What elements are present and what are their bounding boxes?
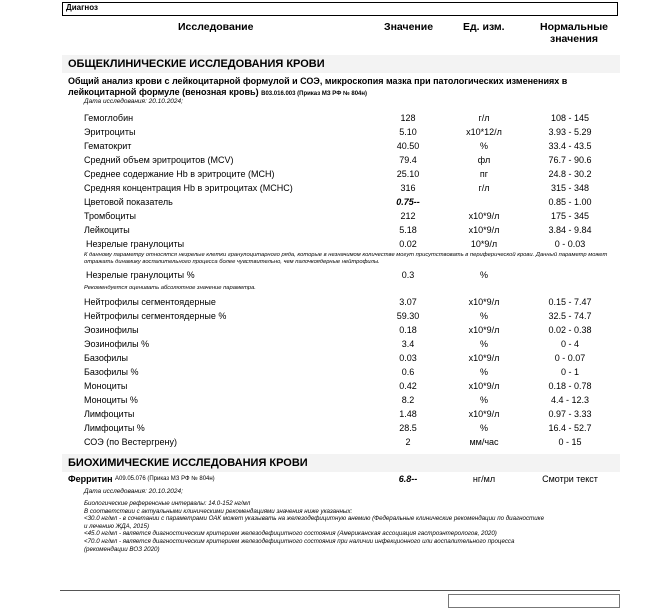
row-name: Нейтрофилы сегментоядерные bbox=[84, 297, 216, 307]
row-value: 3.4 bbox=[401, 339, 415, 349]
row-value: 0.42 bbox=[399, 381, 417, 391]
row-value: 40.50 bbox=[396, 141, 420, 151]
row-norm: 0.85 - 1.00 bbox=[548, 197, 592, 207]
row-name: СОЭ (по Вестергрену) bbox=[84, 437, 177, 447]
row-value: 0.03 bbox=[399, 353, 417, 363]
row-norm: 175 - 345 bbox=[550, 211, 590, 221]
row-unit: x10*12/л bbox=[466, 127, 502, 137]
row-name: Гемоглобин bbox=[84, 113, 134, 123]
row-norm: 108 - 145 bbox=[550, 113, 590, 123]
row-norm: 24.8 - 30.2 bbox=[548, 169, 592, 179]
diagnosis-box bbox=[62, 2, 618, 16]
ferritin-note-line: <70.0 нг/мл - является диагностическим критерием железодефицитного состояния при наличии инфекционного или воспалительного процесса bbox=[84, 537, 515, 545]
table-row bbox=[62, 436, 620, 450]
row-norm: 0.15 - 7.47 bbox=[548, 297, 592, 307]
row-unit: x10*9/л bbox=[468, 409, 500, 419]
row-norm: 4.4 - 12.3 bbox=[550, 395, 590, 405]
row-unit: пг bbox=[479, 169, 489, 179]
row-unit: % bbox=[479, 141, 488, 151]
cbc-test-name: Общий анализ крови с лейкоцитарной формулой и СОЭ, микроскопия мазка при патологических изменениях в лейкоцитарной формуле (венозная кровь) bbox=[68, 76, 568, 97]
row-value: 0.75-- bbox=[396, 197, 420, 207]
row-name: Лейкоциты bbox=[84, 225, 130, 235]
table-row bbox=[62, 196, 620, 210]
row-unit: % bbox=[479, 423, 488, 433]
row-value: 5.18 bbox=[399, 225, 417, 235]
col-header-norm: Нормальные значения bbox=[539, 21, 608, 45]
row-norm: 0 - 0.03 bbox=[554, 239, 586, 249]
row-name: Базофилы bbox=[84, 353, 128, 363]
ferritin-name: Ферритин bbox=[68, 474, 113, 484]
row-norm: 33.4 - 43.5 bbox=[548, 141, 592, 151]
row-name: Лимфоциты % bbox=[84, 423, 145, 433]
row-value: 0.02 bbox=[399, 239, 417, 249]
row-norm: 315 - 348 bbox=[550, 183, 590, 193]
table-row bbox=[62, 182, 620, 196]
cbc-test-title bbox=[68, 76, 618, 100]
row-unit: 10*9/л bbox=[470, 239, 498, 249]
note-granulocytes: К данному параметру относятся незрелые клетки гранулоцитарного ряда, которые в незначимом количестве могут присутствовать в периферической крови. Данный параметр может отражать динамику воспалительного процесса более чувствительно, чем палочкоядерные нейтрофилы. bbox=[84, 252, 608, 265]
table-row bbox=[62, 310, 620, 324]
row-unit: % bbox=[479, 311, 488, 321]
ferritin-note-line: и лечению ЖДА, 2015) bbox=[84, 522, 150, 530]
row-unit: x10*9/л bbox=[468, 325, 500, 335]
table-row-ferritin bbox=[62, 473, 620, 487]
row-value: 25.10 bbox=[396, 169, 420, 179]
ferritin-unit: нг/мл bbox=[472, 474, 496, 484]
row-value: 2 bbox=[405, 437, 411, 447]
section-title-bio: БИОХИМИЧЕСКИЕ ИССЛЕДОВАНИЯ КРОВИ bbox=[68, 457, 308, 469]
table-row bbox=[62, 338, 620, 352]
ferritin-note-line: <30.0 нг/мл - в сочетании с параметрами ОАК может указывать на железодефицитную анемию (Федеральные клинические рекомендации по диагностике bbox=[84, 515, 545, 523]
bio-date: Дата исследования: 20.10.2024; bbox=[84, 488, 183, 495]
note-absolute: Рекомендуется оценивать абсолютное значение параметра. bbox=[84, 285, 256, 291]
table-row bbox=[62, 210, 620, 224]
table-row bbox=[62, 112, 620, 126]
row-value: 0.18 bbox=[399, 325, 417, 335]
row-unit: % bbox=[479, 339, 488, 349]
row-name: Средняя концентрация Hb в эритроцитах (MCHC) bbox=[84, 183, 293, 193]
row-name: Незрелые гранулоциты % bbox=[86, 270, 195, 280]
ferritin-note-line: <45.0 нг/мл - является диагностическим критерием железодефицитного состояния (Американская ассоциация гастроэнтерологов, 2020) bbox=[84, 530, 497, 538]
row-value: 316 bbox=[400, 183, 416, 193]
row-value: 0.3 bbox=[401, 270, 415, 280]
table-row bbox=[62, 408, 620, 422]
row-norm: 0.97 - 3.33 bbox=[548, 409, 592, 419]
row-norm: 0.18 - 0.78 bbox=[548, 381, 592, 391]
table-row bbox=[62, 380, 620, 394]
ferritin-note-line: Биологические референсные интервалы: 14.0-152 нг/мл bbox=[84, 500, 251, 507]
ferritin-notes bbox=[84, 500, 618, 553]
row-name: Эозинофилы % bbox=[84, 339, 150, 349]
row-unit: г/л bbox=[478, 113, 490, 123]
ferritin-note-line: В соответствии с актуальными клиническими рекомендациями значения ниже указанных: bbox=[84, 507, 353, 515]
row-value: 128 bbox=[400, 113, 416, 123]
diagnosis-label: Диагноз bbox=[66, 3, 98, 12]
row-norm: 0 - 15 bbox=[558, 437, 582, 447]
table-row bbox=[62, 394, 620, 408]
col-header-unit: Ед. изм. bbox=[463, 21, 505, 33]
row-norm: 32.5 - 74.7 bbox=[548, 311, 592, 321]
table-row bbox=[62, 126, 620, 140]
footer-divider bbox=[60, 590, 620, 591]
ferritin-note-line: (рекомендации ВОЗ 2020) bbox=[84, 545, 160, 553]
row-unit: x10*9/л bbox=[468, 211, 500, 221]
row-name: Эозинофилы bbox=[84, 325, 139, 335]
footer-box bbox=[448, 594, 620, 608]
table-row bbox=[62, 140, 620, 154]
row-value: 0.6 bbox=[401, 367, 415, 377]
ferritin-code: A09.05.076 (Приказ МЗ РФ № 804н) bbox=[115, 476, 215, 482]
row-norm: 0 - 0.07 bbox=[554, 353, 586, 363]
section-title-cbc: ОБЩЕКЛИНИЧЕСКИЕ ИССЛЕДОВАНИЯ КРОВИ bbox=[68, 58, 325, 70]
row-norm: 0 - 4 bbox=[560, 339, 579, 349]
row-name: Эритроциты bbox=[84, 127, 136, 137]
table-row bbox=[62, 352, 620, 366]
row-norm: 3.84 - 9.84 bbox=[548, 225, 592, 235]
table-row bbox=[62, 224, 620, 238]
row-name: Средний объем эритроцитов (MCV) bbox=[84, 155, 234, 165]
row-value: 28.5 bbox=[399, 423, 417, 433]
row-norm: 0 - 1 bbox=[560, 367, 579, 377]
row-unit: % bbox=[479, 367, 488, 377]
row-norm: 3.93 - 5.29 bbox=[548, 127, 592, 137]
table-row bbox=[62, 324, 620, 338]
row-name: Моноциты bbox=[84, 381, 128, 391]
row-norm: 0.02 - 0.38 bbox=[548, 325, 592, 335]
row-norm: 76.7 - 90.6 bbox=[548, 155, 592, 165]
row-unit: x10*9/л bbox=[468, 353, 500, 363]
row-unit: мм/час bbox=[469, 437, 499, 447]
row-name: Среднее содержание Hb в эритроците (MCH) bbox=[84, 169, 275, 179]
table-row bbox=[62, 154, 620, 168]
row-value: 5.10 bbox=[399, 127, 417, 137]
row-name: Незрелые гранулоциты bbox=[86, 239, 185, 249]
ferritin-value: 6.8-- bbox=[398, 474, 418, 484]
row-value: 8.2 bbox=[401, 395, 415, 405]
table-row-immature-pct bbox=[62, 269, 620, 283]
row-value: 79.4 bbox=[399, 155, 417, 165]
table-row bbox=[62, 168, 620, 182]
row-unit: % bbox=[479, 270, 488, 280]
row-name: Тромбоциты bbox=[84, 211, 137, 221]
row-value: 59.30 bbox=[396, 311, 420, 321]
row-name: Нейтрофилы сегментоядерные % bbox=[84, 311, 227, 321]
row-name: Моноциты % bbox=[84, 395, 138, 405]
row-unit: г/л bbox=[478, 183, 490, 193]
row-unit: фл bbox=[477, 155, 491, 165]
row-name: Базофилы % bbox=[84, 367, 139, 377]
cbc-test-code: B03.016.003 (Приказ МЗ РФ № 804н) bbox=[261, 91, 367, 97]
row-norm: 16.4 - 52.7 bbox=[548, 423, 592, 433]
row-unit: x10*9/л bbox=[468, 297, 500, 307]
row-unit: x10*9/л bbox=[468, 225, 500, 235]
row-value: 3.07 bbox=[399, 297, 417, 307]
row-name: Цветовой показатель bbox=[84, 197, 173, 207]
table-row bbox=[62, 422, 620, 436]
row-value: 212 bbox=[400, 211, 416, 221]
table-row bbox=[62, 238, 620, 252]
row-unit: x10*9/л bbox=[468, 381, 500, 391]
row-name: Лимфоциты bbox=[84, 409, 135, 419]
col-header-value: Значение bbox=[384, 21, 434, 33]
row-unit: % bbox=[479, 395, 488, 405]
row-value: 1.48 bbox=[399, 409, 417, 419]
col-header-test: Исследование bbox=[178, 21, 254, 33]
row-name: Гематокрит bbox=[84, 141, 132, 151]
table-row bbox=[62, 296, 620, 310]
table-row bbox=[62, 366, 620, 380]
cbc-date: Дата исследования: 20.10.2024; bbox=[84, 98, 183, 105]
ferritin-norm: Смотри текст bbox=[542, 474, 598, 484]
